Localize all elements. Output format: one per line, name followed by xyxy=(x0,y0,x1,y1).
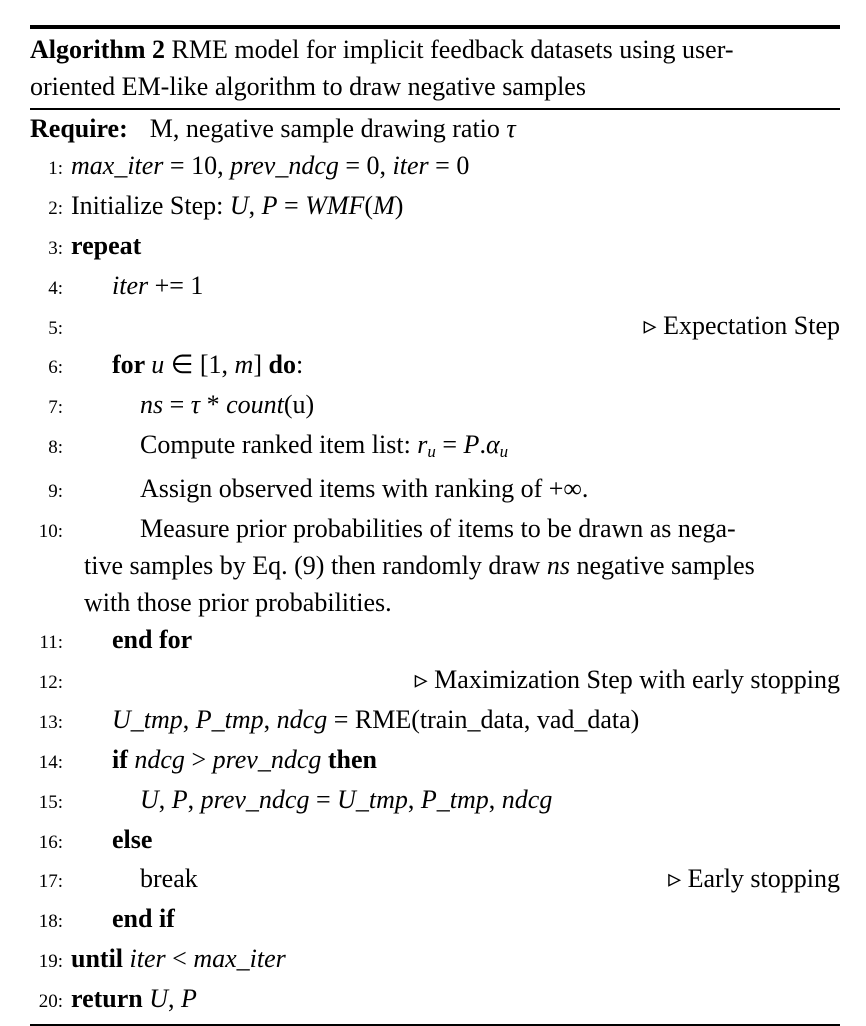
title-line-2 xyxy=(30,68,840,105)
line-number: 1: xyxy=(48,157,63,179)
line-text: end for xyxy=(112,625,193,654)
comment-marker-icon: ▹ xyxy=(643,310,664,340)
algo-line-4 xyxy=(30,268,840,308)
require-keyword: Require: xyxy=(30,114,128,143)
line-text: U_tmp, P_tmp, ndcg = RME(train_data, vad_data) xyxy=(112,704,640,734)
line-number: 10: xyxy=(38,521,63,543)
line-number: 18: xyxy=(38,911,63,933)
line-text: Initialize Step: U, P = WMF(M) xyxy=(71,190,404,220)
line-number: 15: xyxy=(38,791,63,813)
line-number: 13: xyxy=(38,711,63,733)
line-number: 5: xyxy=(48,317,63,339)
line-text: until iter < max_iter xyxy=(71,944,286,974)
algo-line-2 xyxy=(30,188,840,228)
line-number: 3: xyxy=(48,237,63,259)
algo-line-7 xyxy=(30,387,840,427)
algo-line-18 xyxy=(30,901,840,941)
line-number: 19: xyxy=(38,951,63,973)
algo-line-1 xyxy=(30,148,840,188)
title-text-2: oriented EM-like algorithm to draw negative samples xyxy=(30,72,586,101)
comment-marker-icon: ▹ xyxy=(668,864,688,894)
line-comment xyxy=(634,308,840,345)
algorithm-label: Algorithm 2 xyxy=(30,35,166,64)
line-number: 8: xyxy=(48,437,63,459)
comment-text: Expectation Step xyxy=(663,310,840,340)
line-text: U, P, prev_ndcg = U_tmp, P_tmp, ndcg xyxy=(140,784,553,814)
line-text: else xyxy=(112,824,153,854)
algo-line-10 xyxy=(30,511,840,622)
line-text: Compute ranked item list: $r_u = P.\alpha_u$ xyxy=(140,430,509,462)
algo-line-9 xyxy=(30,471,840,511)
line-comment xyxy=(658,861,840,898)
line-text: end if xyxy=(112,904,175,934)
algo-line-6 xyxy=(30,347,840,387)
line-number: 20: xyxy=(38,991,63,1013)
comment-text: Early stopping xyxy=(687,864,840,894)
algorithm-container xyxy=(30,25,840,1026)
require-line xyxy=(30,111,840,148)
algo-line-13 xyxy=(30,702,840,742)
algo-line-11 xyxy=(30,622,840,662)
line-number: 2: xyxy=(48,197,63,219)
line-comment xyxy=(405,662,840,699)
line-text: max_iter = 10, prev_ndcg = 0, iter = 0 xyxy=(71,150,470,180)
line-text: for u ∈ [1, m] do: xyxy=(112,350,304,380)
line-number: 11: xyxy=(39,632,63,653)
line-number: 9: xyxy=(48,481,63,503)
algo-line-14 xyxy=(30,742,840,782)
algo-line-8 xyxy=(30,427,840,471)
line-number: 6: xyxy=(48,357,63,379)
line-number: 16: xyxy=(38,831,63,853)
comment-marker-icon: ▹ xyxy=(414,664,435,694)
line-text: return U, P xyxy=(71,984,197,1014)
line-text: ns = τ * count(u) xyxy=(140,390,315,420)
algo-line-16 xyxy=(30,822,840,862)
line-text: iter += 1 xyxy=(112,270,204,300)
line-text: Measure prior probabilities of items to be drawn as nega- tive samples by Eq. (9) then randomly draw ns negative samples with those prior probabilities. xyxy=(84,514,755,618)
title-text-1: RME model for implicit feedback datasets using user- xyxy=(171,35,734,64)
line-number: 7: xyxy=(48,397,63,419)
line-number: 4: xyxy=(48,277,63,299)
algo-line-19 xyxy=(30,941,840,981)
algo-line-17 xyxy=(30,861,840,901)
line-text: repeat xyxy=(71,230,142,260)
algo-line-5 xyxy=(30,308,840,348)
require-text: M, negative sample drawing ratio τ xyxy=(149,114,516,143)
line-text: Assign observed items with ranking of +∞. xyxy=(140,474,589,504)
algo-line-20 xyxy=(30,981,840,1021)
algorithm-title xyxy=(30,29,840,108)
comment-text: Maximization Step with early stopping xyxy=(434,664,840,694)
line-text: break xyxy=(140,864,198,894)
line-number: 12: xyxy=(38,671,63,693)
line-number: 14: xyxy=(38,751,63,773)
line-number: 17: xyxy=(38,871,63,893)
line-text: if ndcg > prev_ndcg then xyxy=(112,744,378,774)
algo-line-12 xyxy=(30,662,840,702)
algo-line-15 xyxy=(30,782,840,822)
algo-line-3 xyxy=(30,228,840,268)
title-line-1 xyxy=(30,31,840,68)
algo-body xyxy=(30,110,840,1024)
